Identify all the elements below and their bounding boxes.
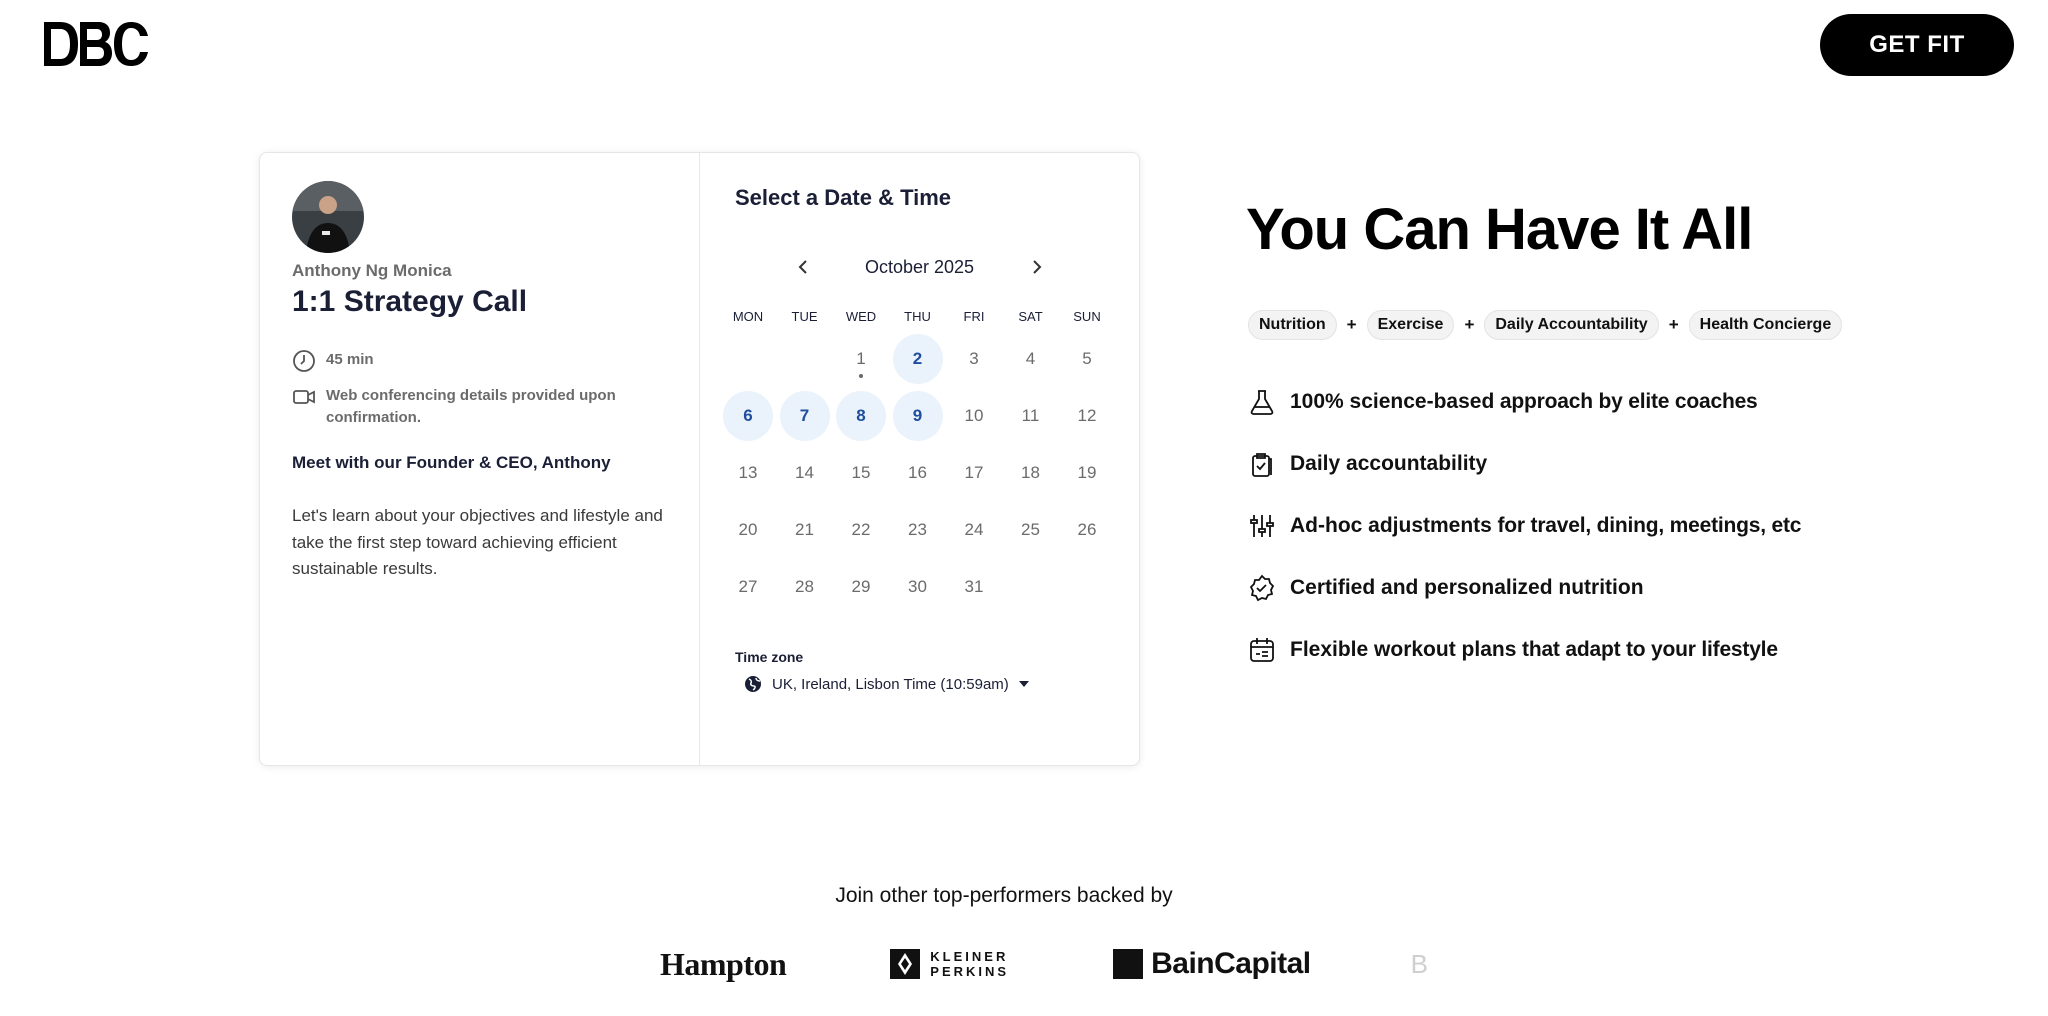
feature-workouts bbox=[1248, 636, 1778, 664]
chip-daily-accountability: Daily Accountability bbox=[1484, 310, 1658, 340]
timezone-value: UK, Ireland, Lisbon Time (10:59am) bbox=[772, 675, 1009, 693]
feature-accountability bbox=[1248, 450, 1487, 478]
feature-bold: Certified and personalized nutrition bbox=[1290, 576, 1644, 599]
feature-bold: Ad-hoc adjustments bbox=[1290, 514, 1492, 537]
calendar-day-24: 24 bbox=[964, 520, 984, 539]
feature-rest: for travel, dining, meetings, etc bbox=[1491, 514, 1802, 537]
weekday-mon: MON bbox=[732, 309, 764, 324]
event-title: 1:1 Strategy Call bbox=[292, 285, 528, 318]
calendar-day-28: 28 bbox=[795, 577, 814, 596]
faded-logo: B bbox=[1410, 948, 1428, 979]
month-navigation bbox=[700, 253, 1139, 281]
chevron-right-icon bbox=[1031, 259, 1043, 275]
feature-bold: Daily accountability bbox=[1290, 452, 1488, 475]
feature-bold: Flexible workout plans bbox=[1290, 638, 1517, 661]
get-fit-button[interactable]: GET FIT bbox=[1820, 14, 2014, 76]
feature-bold: 100% science-based bbox=[1290, 390, 1495, 413]
calendar-day-6[interactable]: 6 bbox=[723, 391, 773, 441]
previous-month-button[interactable] bbox=[789, 253, 817, 281]
host-name: Anthony Ng Monica bbox=[292, 261, 452, 280]
feature-rest: that adapt to your lifestyle bbox=[1516, 638, 1778, 661]
calendar-day-13: 13 bbox=[738, 463, 758, 482]
weekday-wed: WED bbox=[845, 309, 877, 324]
backers-heading: Join other top-performers backed by bbox=[835, 884, 1173, 907]
conferencing-row bbox=[292, 385, 632, 429]
calendar-day-27: 27 bbox=[738, 577, 758, 596]
calendar-day-26: 26 bbox=[1077, 520, 1097, 539]
chip-nutrition: Nutrition bbox=[1248, 310, 1337, 340]
chip-health-concierge: Health Concierge bbox=[1689, 310, 1843, 340]
clipboard-check-icon bbox=[1248, 450, 1276, 478]
feature-nutrition bbox=[1248, 574, 1644, 602]
check-badge-icon bbox=[1248, 574, 1276, 602]
bain-square-mark bbox=[1113, 949, 1143, 979]
calendar-day-5: 5 bbox=[1082, 349, 1092, 368]
promo-headline: You Can Have It All bbox=[1246, 197, 1753, 262]
meet-heading: Meet with our Founder & CEO, Anthony bbox=[292, 453, 611, 472]
event-details-panel bbox=[260, 153, 700, 765]
sliders-icon bbox=[1248, 512, 1276, 540]
chevron-left-icon bbox=[797, 259, 809, 275]
hampton-logo: Hampton bbox=[660, 945, 787, 982]
bain-capital-logo bbox=[1113, 947, 1311, 981]
weekday-sat: SAT bbox=[1018, 309, 1043, 324]
booking-widget bbox=[259, 152, 1140, 766]
duration-label: 45 min bbox=[326, 351, 374, 368]
calendar-day-12: 12 bbox=[1077, 406, 1097, 425]
calendar-day-14: 14 bbox=[795, 463, 814, 482]
calendar-day-17: 17 bbox=[964, 463, 984, 482]
calendar-day-9[interactable]: 9 bbox=[893, 391, 943, 441]
flask-icon bbox=[1248, 388, 1276, 416]
video-camera-icon bbox=[292, 385, 316, 409]
perkins-word: PERKINS bbox=[930, 964, 1010, 979]
calendar-day-21: 21 bbox=[795, 520, 814, 539]
calendar-day-23: 23 bbox=[908, 520, 927, 539]
backer-logos bbox=[660, 942, 1431, 986]
calendar-day-25: 25 bbox=[1021, 520, 1040, 539]
calendar-day-20: 20 bbox=[738, 520, 758, 539]
date-picker-panel bbox=[700, 153, 1139, 765]
timezone-label: Time zone bbox=[735, 649, 804, 665]
calendar-day-8[interactable]: 8 bbox=[836, 391, 886, 441]
globe-icon bbox=[744, 675, 762, 693]
calendar-day-1: 1 bbox=[836, 334, 886, 384]
event-description: Let's learn about your objectives and lifestyle and take the first step toward achieving efficient sustainable results. bbox=[292, 506, 663, 578]
plus-separator: + bbox=[1464, 315, 1475, 334]
calendar-day-18: 18 bbox=[1021, 463, 1040, 482]
feature-rest: approach by elite coaches bbox=[1494, 390, 1758, 413]
next-month-button[interactable] bbox=[1023, 253, 1051, 281]
calendar-icon bbox=[1248, 636, 1276, 664]
calendar-day-22: 22 bbox=[851, 520, 871, 539]
kleiner-perkins-text bbox=[930, 949, 1009, 979]
feature-science bbox=[1248, 388, 1758, 416]
plus-separator: + bbox=[1346, 315, 1357, 334]
weekday-thu: THU bbox=[904, 309, 931, 324]
calendar-day-10: 10 bbox=[964, 406, 984, 425]
calendar-day-31: 31 bbox=[964, 577, 984, 596]
bain-capital-text: BainCapital bbox=[1151, 947, 1311, 980]
weekday-sun: SUN bbox=[1073, 309, 1101, 324]
select-date-title: Select a Date & Time bbox=[735, 185, 952, 210]
clock-icon bbox=[292, 349, 316, 373]
calendar-day-30: 30 bbox=[908, 577, 927, 596]
calendar-day-3: 3 bbox=[969, 349, 979, 368]
kleiner-perkins-mark-icon bbox=[890, 949, 920, 979]
dbc-logo[interactable] bbox=[44, 22, 148, 66]
plus-separator: + bbox=[1668, 315, 1679, 334]
calendar-day-29: 29 bbox=[851, 577, 871, 596]
calendar-day-16: 16 bbox=[908, 463, 927, 482]
timezone-select[interactable] bbox=[744, 675, 1029, 693]
month-label: October 2025 bbox=[864, 256, 975, 277]
kleiner-perkins-logo bbox=[890, 949, 1009, 979]
service-chips bbox=[1248, 310, 1842, 340]
caret-down-icon bbox=[1019, 681, 1029, 687]
chip-exercise: Exercise bbox=[1367, 310, 1455, 340]
calendar-day-15: 15 bbox=[851, 463, 871, 482]
calendar-day-2[interactable]: 2 bbox=[893, 334, 943, 384]
host-avatar bbox=[292, 181, 364, 253]
duration-row bbox=[292, 349, 374, 373]
weekday-fri: FRI bbox=[963, 309, 985, 324]
calendar-day-11: 11 bbox=[1021, 406, 1040, 425]
weekday-tue: TUE bbox=[791, 309, 818, 324]
kleiner-word: KLEINER bbox=[930, 949, 1009, 964]
conferencing-label: Web conferencing details provided upon confirmation. bbox=[326, 387, 616, 426]
calendar-day-19: 19 bbox=[1077, 463, 1097, 482]
feature-adjustments bbox=[1248, 512, 1801, 540]
calendar-day-4: 4 bbox=[1025, 349, 1036, 368]
today-indicator bbox=[859, 374, 863, 378]
calendar-day-7[interactable]: 7 bbox=[780, 391, 830, 441]
